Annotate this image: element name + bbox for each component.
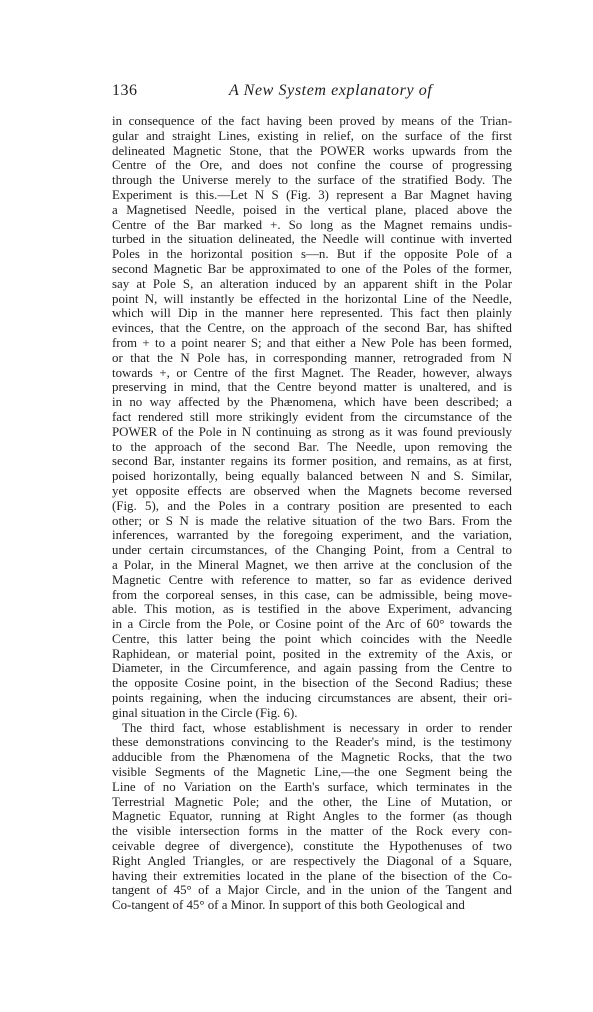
text-line: Line of no Variation on the Earth's surface, which terminates in the — [112, 779, 512, 794]
text-line: a Magnetised Needle, poised in the vertical plane, placed above the — [112, 202, 512, 217]
text-line: which will Dip in the manner here represented. This fact then plainly — [112, 306, 512, 321]
text-line: ginal situation in the Circle (Fig. 6). — [112, 705, 298, 720]
text-line: Magnetic Equator, running at Right Angles to the former (as though — [112, 809, 512, 824]
text-line: point N, will instantly be effected in the horizontal Line of the Needle, — [112, 291, 512, 306]
body-text — [112, 114, 512, 913]
text-line: delineated Magnetic Stone, that the POWER works upwards from the — [112, 143, 512, 158]
text-line: The third fact, whose establishment is necessary in order to render — [122, 720, 512, 735]
text-line: points regaining, when the inducing circumstances are absent, their ori- — [112, 691, 512, 706]
text-line: evinces, that the Centre, on the approach of the second Bar, has shifted — [112, 321, 512, 336]
text-line: turbed in the situation delineated, the Needle will continue with inverted — [112, 232, 512, 247]
text-line: gular and straight Lines, existing in relief, on the surface of the first — [112, 128, 512, 143]
text-line: visible Segments of the Magnetic Line,—the one Segment being the — [112, 765, 512, 780]
text-line: Raphidean, or material point, posited in the extremity of the Axis, or — [112, 646, 512, 661]
text-line: say at Pole S, an alteration induced by an apparent shift in the Polar — [112, 276, 512, 291]
text-line: preserving in mind, that the Centre beyond matter is unaltered, and is — [112, 380, 512, 395]
text-line: from + to a point nearer S; and that either a New Pole has been formed, — [112, 335, 512, 350]
text-line: Experiment is this.—Let N S (Fig. 3) represent a Bar Magnet having — [112, 187, 512, 202]
text-line: through the Universe merely to the surface of the stratified Body. The — [112, 173, 512, 188]
text-line: (Fig. 5), and the Poles in a contrary position are presented to each — [112, 498, 512, 513]
text-line: Centre of the Ore, and does not confine the course of progressing — [112, 158, 512, 173]
text-line: Right Angled Triangles, or are respectively the Diagonal of a Square, — [112, 853, 512, 868]
text-line: fact rendered still more strikingly evident from the circumstance of the — [112, 409, 512, 424]
text-line: adducible from the Phænomena of the Magnetic Rocks, that the two — [112, 750, 512, 765]
text-line: Centre of the Bar marked +. So long as the Magnet remains undis- — [112, 217, 512, 232]
running-title: A New System explanatory of — [229, 82, 433, 99]
text-line: the visible intersection forms in the matter of the Rock every con- — [112, 824, 512, 839]
text-line: second Bar, instanter regains its former position, and remains, as at first, — [112, 454, 512, 469]
text-line: these demonstrations convincing to the Reader's mind, is the testimony — [112, 735, 512, 750]
text-line: inferences, warranted by the foregoing experiment, and the variation, — [112, 528, 512, 543]
text-line: the opposite Cosine point, in the bisection of the Second Radius; these — [112, 676, 512, 691]
text-line: a Polar, in the Mineral Magnet, we then arrive at the conclusion of the — [112, 557, 512, 572]
text-line: ceivable degree of divergence), constitute the Hypothenuses of two — [112, 839, 512, 854]
text-line: towards +, or Centre of the first Magnet. The Reader, however, always — [112, 365, 512, 380]
text-line: Co-tangent of 45° of a Minor. In support of this both Geological and — [112, 898, 465, 913]
text-line: in no way affected by the Phænomena, which have been described; a — [112, 395, 512, 410]
running-head — [112, 80, 512, 102]
text-line: Terrestrial Magnetic Pole; and the other, the Line of Mutation, or — [112, 794, 512, 809]
text-line: from the corporeal senses, in this case, can be admissible, being move- — [112, 587, 512, 602]
text-line: under certain circumstances, of the Changing Point, from a Central to — [112, 543, 512, 558]
text-line: other; or S N is made the relative situation of the two Bars. From the — [112, 513, 512, 528]
text-line: POWER of the Pole in N continuing as strong as it was found previously — [112, 424, 512, 439]
text-line: Poles in the horizontal position s—n. But if the opposite Pole of a — [112, 247, 512, 262]
text-line: or that the N Pole has, in corresponding manner, retrograded from N — [112, 350, 512, 365]
text-line: yet opposite effects are observed when the Magnets become reversed — [112, 483, 512, 498]
text-line: having their extremities located in the plane of the bisection of the Co- — [112, 868, 512, 883]
text-line: able. This motion, as is testified in the above Experiment, advancing — [112, 602, 512, 617]
text-line: in a Circle from the Pole, or Cosine point of the Arc of 60° towards the — [112, 617, 512, 632]
text-line: Diameter, in the Circumference, and again passing from the Centre to — [112, 661, 512, 676]
text-line: Magnetic Centre with reference to matter, so far as evidence derived — [112, 572, 512, 587]
text-line: second Magnetic Bar be approximated to one of the Poles of the former, — [112, 261, 512, 276]
page-number: 136 — [112, 82, 138, 99]
text-line: in consequence of the fact having been proved by means of the Trian- — [112, 114, 512, 128]
text-line: poised horizontally, being equally balanced between N and S. Similar, — [112, 469, 512, 484]
text-line: Centre, this latter being the point which coincides with the Needle — [112, 631, 512, 646]
text-line: to the approach of the second Bar. The Needle, upon removing the — [112, 439, 512, 454]
text-line: tangent of 45° of a Major Circle, and in the union of the Tangent and — [112, 883, 512, 898]
